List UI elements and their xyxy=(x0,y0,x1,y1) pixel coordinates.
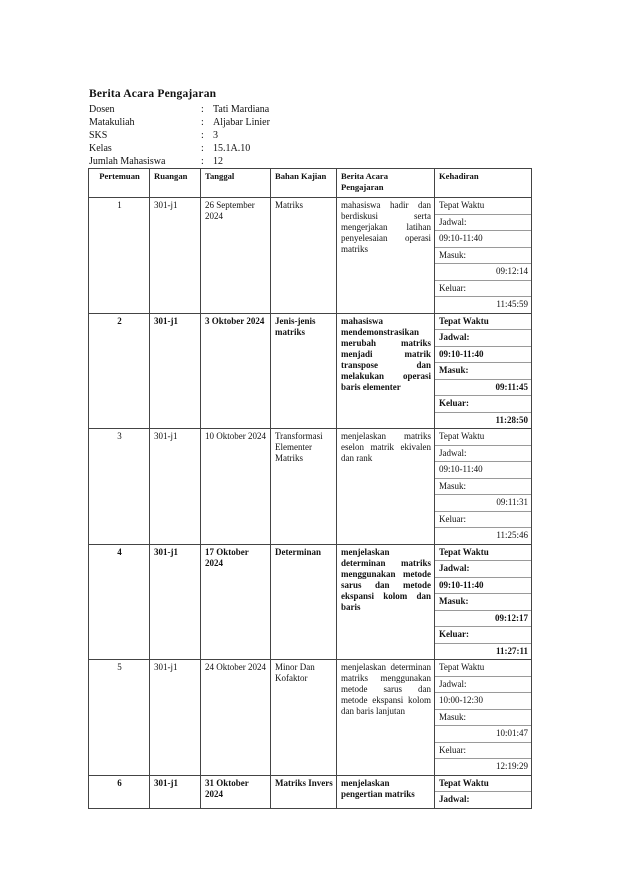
date: 3 Oktober 2024 xyxy=(201,313,271,429)
date: 10 Oktober 2024 xyxy=(201,429,271,545)
schedule-label: Jadwal: xyxy=(435,446,531,463)
check-in-label: Masuk: xyxy=(435,248,531,265)
info-row-matakuliah xyxy=(89,116,270,129)
check-in-label: Masuk: xyxy=(435,479,531,496)
info-label: Jumlah Mahasiswa xyxy=(89,156,166,168)
teaching-report: menjelaskan matriks eselon matrik ekivalen dan rank xyxy=(337,429,435,545)
course-info xyxy=(89,103,270,168)
check-in-label: Masuk: xyxy=(435,594,531,611)
schedule-time: 09:10-11:40 xyxy=(435,462,531,479)
check-in-label: Masuk: xyxy=(435,363,531,380)
info-row-jumlah-mahasiswa xyxy=(89,155,270,168)
check-out-label: Keluar: xyxy=(435,627,531,644)
study-material: Matriks xyxy=(271,198,337,314)
check-in-time: 09:12:14 xyxy=(435,264,531,281)
table-header-row xyxy=(89,169,532,198)
check-out-label: Keluar: xyxy=(435,743,531,760)
attendance xyxy=(435,775,532,808)
document-title: Berita Acara Pengajaran xyxy=(89,88,217,100)
table-row xyxy=(89,775,532,808)
column-header: Bahan Kajian xyxy=(271,169,337,198)
attendance-status: Tepat Waktu xyxy=(435,314,531,331)
info-colon: : xyxy=(201,130,204,142)
schedule-label: Jadwal: xyxy=(435,561,531,578)
check-in-time: 09:11:45 xyxy=(435,380,531,397)
room: 301-j1 xyxy=(150,429,201,545)
check-out-time: 11:25:46 xyxy=(496,530,528,540)
check-out-time: 11:45:59 xyxy=(496,299,528,309)
meeting-number: 5 xyxy=(89,660,150,776)
meeting-number: 2 xyxy=(89,313,150,429)
schedule-time: 09:10-11:40 xyxy=(435,578,531,595)
info-value: Tati Mardiana xyxy=(213,104,270,115)
column-header: Kehadiran xyxy=(435,169,532,198)
attendance-status: Tepat Waktu xyxy=(435,545,531,562)
info-colon: : xyxy=(201,143,204,155)
info-value: 3 xyxy=(213,130,218,142)
attendance xyxy=(435,660,532,776)
schedule-time: 09:10-11:40 xyxy=(435,231,531,248)
attendance xyxy=(435,544,532,660)
attendance xyxy=(435,198,532,314)
study-material: Transformasi Elementer Matriks xyxy=(271,429,337,545)
attendance-status: Tepat Waktu xyxy=(435,429,531,446)
study-material: Jenis-jenis matriks xyxy=(271,313,337,429)
check-out-time: 11:28:50 xyxy=(495,414,528,425)
schedule-label: Jadwal: xyxy=(435,215,531,232)
check-out-label: Keluar: xyxy=(435,512,531,529)
check-in-label: Masuk: xyxy=(435,710,531,727)
info-value: 12 xyxy=(213,156,223,168)
attendance-status: Tepat Waktu xyxy=(435,198,531,215)
check-out-time: 11:27:11 xyxy=(495,645,528,656)
column-header: Pertemuan xyxy=(89,169,150,198)
room: 301-j1 xyxy=(150,775,201,808)
check-in-time: 09:11:31 xyxy=(435,495,531,512)
info-label: Dosen xyxy=(89,104,115,115)
check-out-label: Keluar: xyxy=(435,396,531,413)
table-row xyxy=(89,660,532,776)
schedule-label: Jadwal: xyxy=(435,677,531,694)
meeting-number: 1 xyxy=(89,198,150,314)
info-colon: : xyxy=(201,117,204,129)
attendance xyxy=(435,313,532,429)
info-row-kelas xyxy=(89,142,270,155)
teaching-report: menjelaskan determinan matriks menggunakan metode sarus dan metode ekspansi kolom dan baris xyxy=(337,544,435,660)
check-out-label: Keluar: xyxy=(435,281,531,298)
info-colon: : xyxy=(201,156,204,168)
schedule-time: 09:10-11:40 xyxy=(435,347,531,364)
teaching-report: menjelaskan determinan matriks menggunakan metode sarus dan metode ekspansi kolom dan baris lanjutan xyxy=(337,660,435,776)
info-label: Matakuliah xyxy=(89,117,135,129)
column-header: Berita Acara Pengajaran xyxy=(337,169,435,198)
info-row-sks xyxy=(89,129,270,142)
table-row xyxy=(89,429,532,545)
schedule-label: Jadwal: xyxy=(435,330,531,347)
meeting-number: 4 xyxy=(89,544,150,660)
info-colon: : xyxy=(201,104,204,115)
table-row xyxy=(89,313,532,429)
info-row-dosen xyxy=(89,103,270,116)
check-out-time: 12:19:29 xyxy=(495,761,528,771)
date: 24 Oktober 2024 xyxy=(201,660,271,776)
meeting-number: 6 xyxy=(89,775,150,808)
room: 301-j1 xyxy=(150,660,201,776)
teaching-report: mahasiswa mendemonstrasikan merubah matriks menjadi matrik transpose dan melakukan operasi baris elementer xyxy=(337,313,435,429)
date: 26 September 2024 xyxy=(201,198,271,314)
teaching-report: mahasiswa hadir dan berdiskusi serta mengerjakan latihan penyelesaian operasi matriks xyxy=(337,198,435,314)
room: 301-j1 xyxy=(150,313,201,429)
study-material: Matriks Invers xyxy=(271,775,337,808)
check-in-time: 09:12:17 xyxy=(435,611,531,628)
column-header: Ruangan xyxy=(150,169,201,198)
info-label: Kelas xyxy=(89,143,112,155)
attendance-status: Tepat Waktu xyxy=(435,776,531,793)
attendance xyxy=(435,429,532,545)
schedule-label: Jadwal: xyxy=(439,794,470,804)
study-material: Minor Dan Kofaktor xyxy=(271,660,337,776)
schedule-time: 10:00-12:30 xyxy=(435,693,531,710)
study-material: Determinan xyxy=(271,544,337,660)
column-header: Tanggal xyxy=(201,169,271,198)
room: 301-j1 xyxy=(150,198,201,314)
info-value: 15.1A.10 xyxy=(213,143,251,155)
table-row xyxy=(89,198,532,314)
table-row xyxy=(89,544,532,660)
info-value: Aljabar Linier xyxy=(213,117,270,129)
info-label: SKS xyxy=(89,130,108,142)
teaching-log-table xyxy=(88,168,532,809)
check-in-time: 10:01:47 xyxy=(435,726,531,743)
room: 301-j1 xyxy=(150,544,201,660)
teaching-report: menjelaskan pengertian matriks xyxy=(337,775,435,808)
date: 31 Oktober 2024 xyxy=(201,775,271,808)
date: 17 Oktober 2024 xyxy=(201,544,271,660)
attendance-status: Tepat Waktu xyxy=(435,660,531,677)
meeting-number: 3 xyxy=(89,429,150,545)
